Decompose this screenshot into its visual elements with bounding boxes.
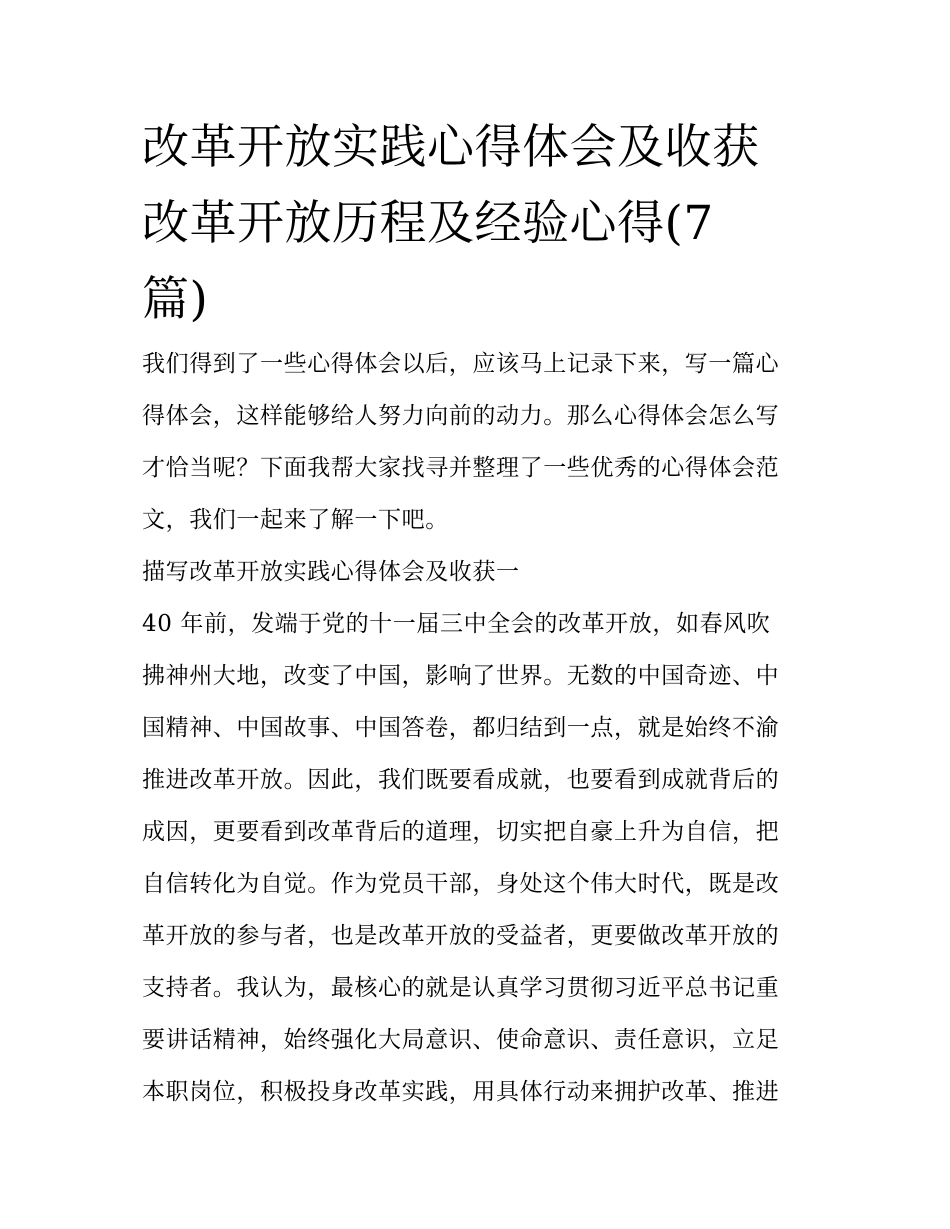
intro-paragraph <box>142 338 812 546</box>
intro-line: 才恰当呢？下面我帮大家找寻并整理了一些优秀的心得体会范 <box>142 455 780 481</box>
body-line: 自信转化为自觉。作为党员干部，身处这个伟大时代，既是改 <box>142 871 780 897</box>
section-heading: 描写改革开放实践心得体会及收获一 <box>142 559 520 585</box>
title-line: 改革开放实践心得体会及收获 <box>142 120 760 175</box>
body-line: 推进改革开放。因此，我们既要看成就，也要看到成就背后的 <box>142 767 780 793</box>
title-line: 改革开放历程及经验心得(7 <box>142 196 714 251</box>
intro-line: 得体会，这样能够给人努力向前的动力。那么心得体会怎么写 <box>142 403 780 429</box>
intro-line: 我们得到了一些心得体会以后，应该马上记录下来，写一篇心 <box>142 351 780 377</box>
body-line: 本职岗位，积极投身改革实践，用具体行动来拥护改革、推进 <box>142 1079 780 1105</box>
body-line: 成因，更要看到改革背后的道理，切实把自豪上升为自信，把 <box>142 819 780 845</box>
body-line: 40 年前，发端于党的十一届三中全会的改革开放，如春风吹 <box>142 611 771 637</box>
title-line: 篇) <box>142 272 209 327</box>
document-page <box>142 110 812 1118</box>
body-line: 拂神州大地，改变了中国，影响了世界。无数的中国奇迹、中 <box>142 663 780 689</box>
intro-line: 文，我们一起来了解一下吧。 <box>142 507 449 533</box>
body-line: 革开放的参与者，也是改革开放的受益者，更要做改革开放的 <box>142 923 780 949</box>
body-line: 国精神、中国故事、中国答卷，都归结到一点，就是始终不渝 <box>142 715 780 741</box>
body-paragraph <box>142 598 812 1118</box>
body-line: 要讲话精神，始终强化大局意识、使命意识、责任意识，立足 <box>142 1027 780 1053</box>
body-line: 支持者。我认为，最核心的就是认真学习贯彻习近平总书记重 <box>142 975 780 1001</box>
document-title <box>142 110 812 338</box>
